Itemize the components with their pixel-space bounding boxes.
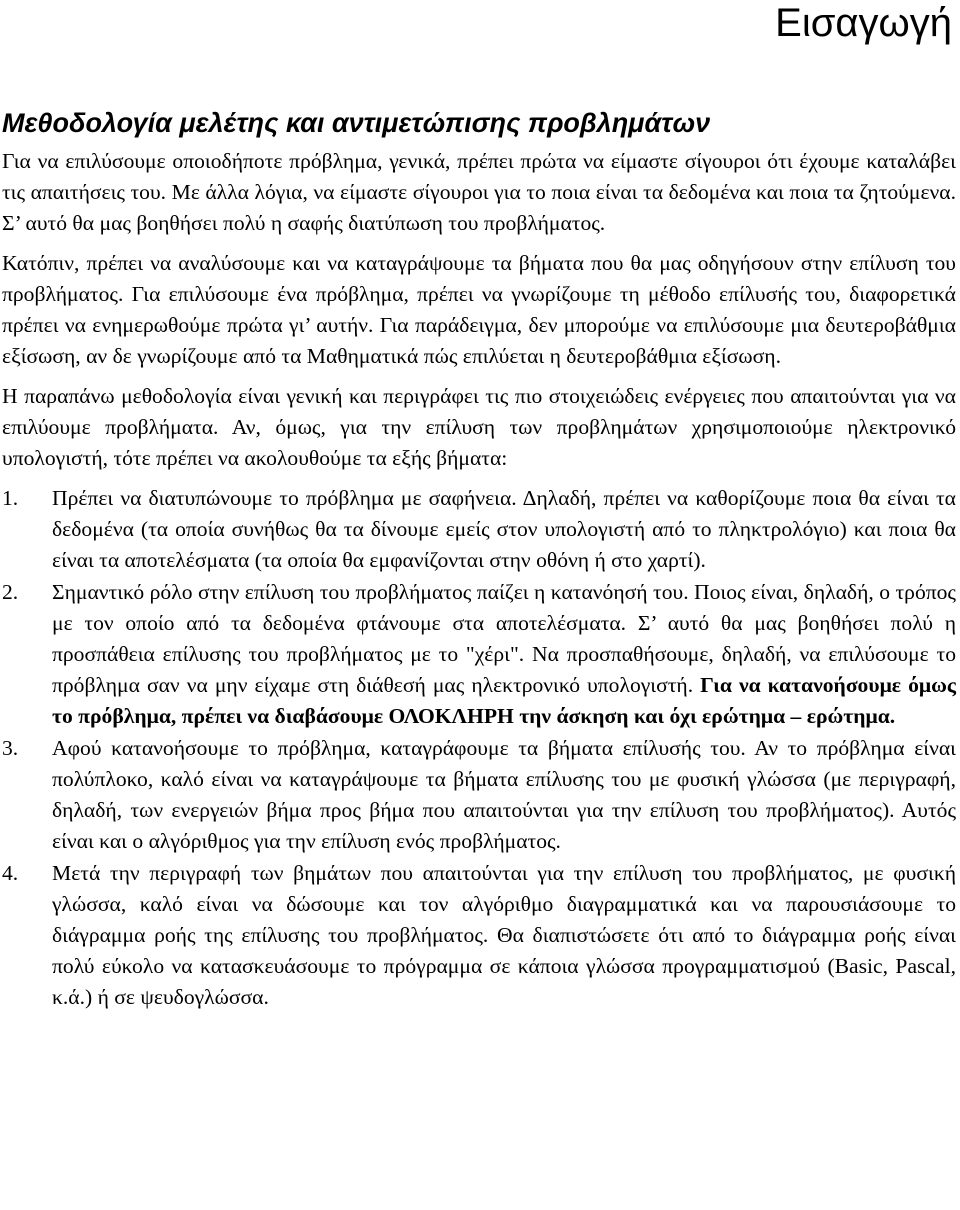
step-number: 3. (2, 736, 19, 760)
step-number: 2. (2, 580, 19, 604)
step-item (2, 577, 956, 732)
paragraph-methodology: Η παραπάνω μεθοδολογία είναι γενική και περιγράφει τις πιο στοιχειώδεις ενέργειες που απαιτούνται για να επιλύουμε προβλήματα. Αν, όμως, για την επίλυση των προβλημάτων χρησιμοποιούμε ηλεκτρονικό υπολογιστή, τότε πρέπει να ακολουθούμε τα εξής βήματα: (2, 384, 956, 470)
steps-list (2, 483, 956, 1013)
step-number: 1. (2, 486, 19, 510)
step-text: Σημαντικό ρόλο στην επίλυση του προβλήματος παίζει η κατανόησή του. Ποιος είναι, δηλαδή, ο τρόπος με τον οποίο από τα δεδομένα φτάνουμε στα αποτελέσματα. Σ’ αυτό θα μας βοηθήσει πολύ η προσπάθεια επίλυσης του προβλήματος με το "χέρι". Να προσπαθήσουμε, δηλαδή, να επιλύσουμε το πρόβλημα σαν να μην είχαμε στη διάθεσή μας ηλεκτρονικό υπολογιστή. (52, 580, 956, 697)
paragraph-analysis: Κατόπιν, πρέπει να αναλύσουμε και να καταγράψουμε τα βήματα που θα μας οδηγήσουν στην επίλυση του προβλήματος. Για επιλύσουμε ένα πρόβλημα, πρέπει να γνωρίζουμε τη μέθοδο επίλυσής του, διαφορετικά πρέπει να ενημερωθούμε πρώτα γι’ αυτήν. Για παράδειγμα, δεν μπορούμε να επιλύσουμε μια δευτεροβάθμια εξίσωση, αν δε γνωρίζουμε από τα Μαθηματικά πώς επιλύεται η δευτεροβάθμια εξίσωση. (2, 251, 956, 368)
step-item (2, 483, 956, 576)
step-item (2, 733, 956, 857)
step-number: 4. (2, 861, 19, 885)
step-item (2, 858, 956, 1013)
step-text: Πρέπει να διατυπώνουμε το πρόβλημα με σαφήνεια. Δηλαδή, πρέπει να καθορίζουμε ποια θα είναι τα δεδομένα (τα οποία συνήθως θα τα δίνουμε εμείς στον υπολογιστή από το πληκτρολόγιο) και ποια θα είναι τα αποτελέσματα (τα οποία θα εμφανίζονται στην οθόνη ή στο χαρτί). (52, 486, 956, 572)
section-title: Μεθοδολογία μελέτης και αντιμετώπισης προβλημάτων (2, 108, 711, 138)
step-text: Μετά την περιγραφή των βημάτων που απαιτούνται για την επίλυση του προβλήματος, με φυσική γλώσσα, καλό είναι να δώσουμε και τον αλγόριθμο διαγραμματικά και να παρουσιάσουμε το διάγραμμα ροής της επίλυσης του προβλήματος. Θα διαπιστώσετε ότι από το διάγραμμα ροής είναι πολύ εύκολο να κατασκευάσουμε το πρόγραμμα σε κάποια γλώσσα προγραμματισμού (Basic, Pascal, κ.ά.) ή σε ψευδογλώσσα. (52, 861, 956, 1009)
step-emphasis: Για να κατανοήσουμε όμως το πρόβλημα, πρέπει να διαβάσουμε ΟΛΟΚΛΗΡΗ την άσκηση και όχι ερώτημα – ερώτημα. (52, 673, 957, 728)
paragraph-intro: Για να επιλύσουμε οποιοδήποτε πρόβλημα, γενικά, πρέπει πρώτα να είμαστε σίγουροι ότι έχουμε καταλάβει τις απαιτήσεις του. Με άλλα λόγια, να είμαστε σίγουροι για το ποια είναι τα δεδομένα και ποια τα ζητούμενα. Σ’ αυτό θα μας βοηθήσει πολύ η σαφής διατύπωση του προβλήματος. (2, 149, 956, 235)
chapter-title: Εισαγωγή (775, 1, 952, 45)
step-text: Αφού κατανοήσουμε το πρόβλημα, καταγράφουμε τα βήματα επίλυσής του. Αν το πρόβλημα είναι πολύπλοκο, καλό είναι να καταγράψουμε τα βήματα επίλυσης του με φυσική γλώσσα (με περιγραφή, δηλαδή, των ενεργειών βήμα προς βήμα που απαιτούνται για την επίλυση του προβλήματος). Αυτός είναι και ο αλγόριθμος για την επίλυση ενός προβλήματος. (52, 736, 956, 853)
